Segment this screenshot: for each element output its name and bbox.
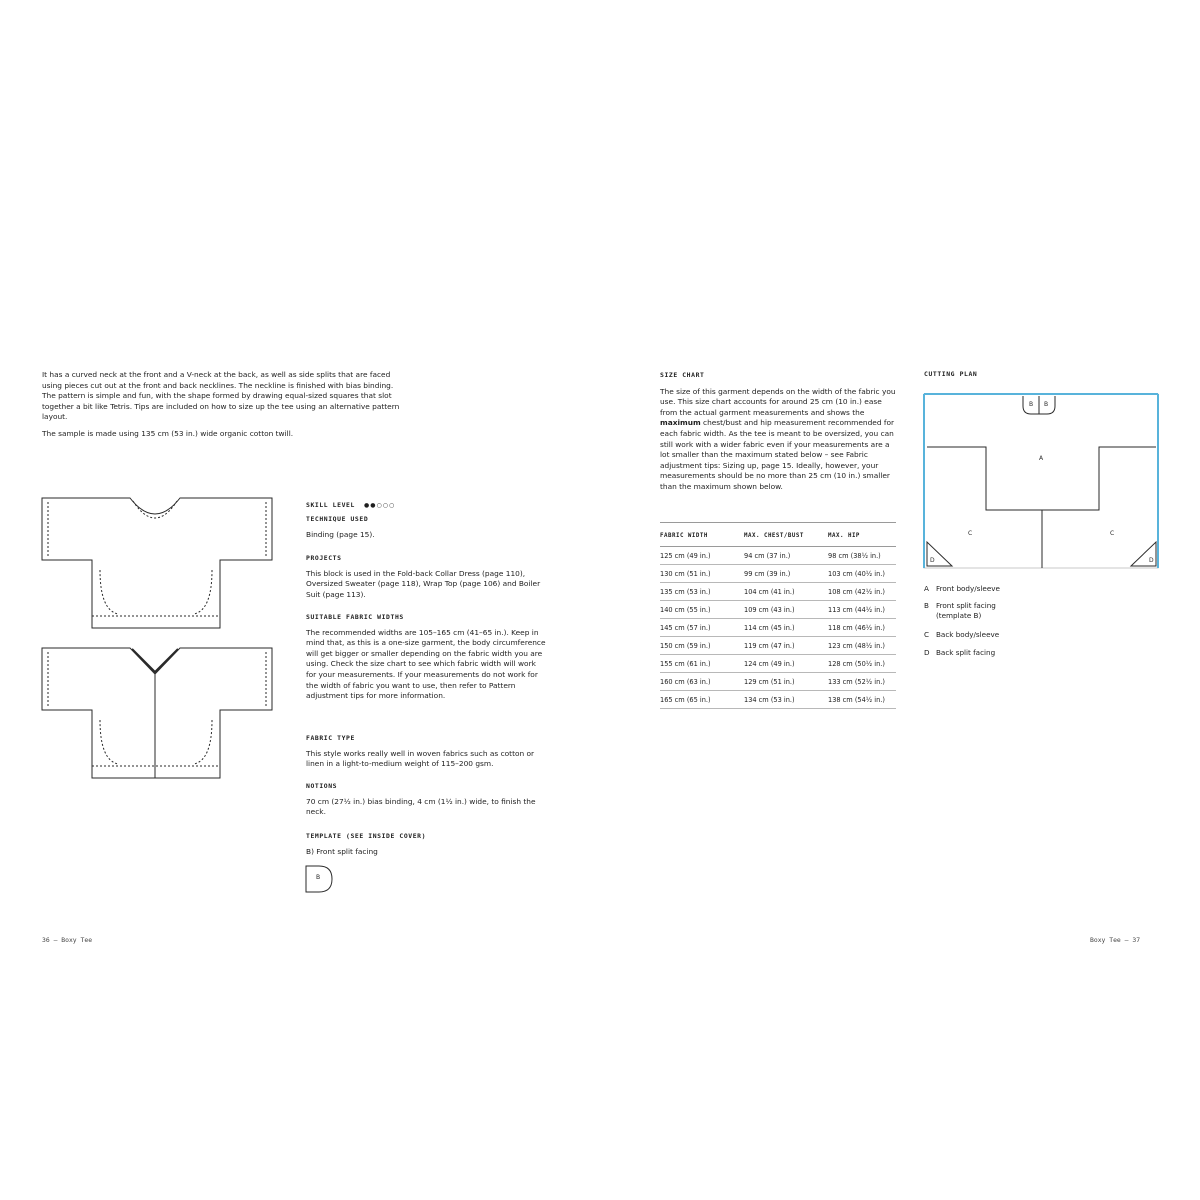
right-folio-dash: — <box>1124 936 1133 944</box>
max-hip-cell: 103 cm (40½ in.) <box>828 565 896 583</box>
fabric-width-cell: 160 cm (63 in.) <box>660 673 744 691</box>
projects-section <box>306 553 546 600</box>
size-chart-row <box>660 637 896 655</box>
size-chart-table <box>660 531 896 709</box>
fabric-width-cell: 140 cm (55 in.) <box>660 601 744 619</box>
left-folio <box>42 936 92 944</box>
piece-label-b2: B <box>1044 401 1049 408</box>
piece-label-c1: C <box>968 530 973 537</box>
fabric-type-text: This style works really well in woven fabrics such as cotton or linen in a light-to-medium weight of 115–200 gsm. <box>306 748 535 769</box>
cutting-plan-diagram <box>922 392 1162 572</box>
back-view-outline <box>42 648 272 778</box>
legend-key-a: A <box>924 584 929 593</box>
piece-label-b1: B <box>1029 401 1034 408</box>
front-view-outline <box>42 498 272 628</box>
intro-text <box>42 370 402 440</box>
left-page-number: 36 <box>42 936 50 944</box>
piece-label-a: A <box>1039 455 1044 462</box>
max-chest-cell: 99 cm (39 in.) <box>744 565 828 583</box>
size-chart-row <box>660 601 896 619</box>
left-folio-title: Boxy Tee <box>61 936 93 944</box>
size-chart-text-after: chest/bust and hip measurement recommended for each fabric width. As the tee is meant to be oversized, you can still work with a wider fabric even if your measurements are a lot smaller than the maximum stated below – see Fabric adjustment tips: Sizing up, page 15. Ideally, however, your measurements should be no more than 25 cm (10 in.) smaller than the maximum shown below. <box>660 418 895 491</box>
technique-heading: TECHNIQUE USED <box>306 515 369 523</box>
max-hip-cell: 123 cm (48½ in.) <box>828 637 896 655</box>
size-chart-section <box>660 370 896 493</box>
garment-illustrations <box>40 488 280 788</box>
left-folio-dash: — <box>53 936 62 944</box>
fabric-type-section <box>306 733 546 770</box>
size-chart-row <box>660 547 896 565</box>
legend-item-c <box>924 630 999 640</box>
projects-text: This block is used in the Fold-back Collar Dress (page 110), Oversized Sweater (page 118), Wrap Top (page 106) and Boiler Suit (page 113). <box>306 568 541 599</box>
template-text: B) Front split facing <box>306 846 378 856</box>
max-chest-cell: 94 cm (37 in.) <box>744 547 828 565</box>
size-chart-row <box>660 565 896 583</box>
max-hip-cell: 138 cm (54½ in.) <box>828 691 896 709</box>
fabric-width-cell: 165 cm (65 in.) <box>660 691 744 709</box>
template-b-label: B <box>316 874 321 881</box>
notions-text: 70 cm (27½ in.) bias binding, 4 cm (1½ in.) wide, to finish the neck. <box>306 796 536 817</box>
fabric-width-cell: 145 cm (57 in.) <box>660 619 744 637</box>
piece-label-d1: D <box>930 557 935 564</box>
max-hip-cell: 108 cm (42½ in.) <box>828 583 896 601</box>
front-view-stitching <box>48 501 266 616</box>
projects-heading: PROJECTS <box>306 554 342 562</box>
max-chest-cell: 134 cm (53 in.) <box>744 691 828 709</box>
legend-key-b: B <box>924 601 929 610</box>
max-chest-cell: 114 cm (45 in.) <box>744 619 828 637</box>
fabric-width-cell: 150 cm (59 in.) <box>660 637 744 655</box>
template-section <box>306 831 546 857</box>
fabric-width-cell: 155 cm (61 in.) <box>660 655 744 673</box>
piece-label-d2: D <box>1149 557 1154 564</box>
right-folio-title: Boxy Tee <box>1090 936 1121 944</box>
size-chart-header-row <box>660 531 896 547</box>
max-hip-cell: 113 cm (44½ in.) <box>828 601 896 619</box>
size-chart-row <box>660 583 896 601</box>
max-hip-cell: 133 cm (52½ in.) <box>828 673 896 691</box>
legend-item-b <box>924 601 1014 621</box>
size-chart-heading: SIZE CHART <box>660 371 705 379</box>
column-header-max-chest: MAX. CHEST/BUST <box>744 531 828 547</box>
max-chest-cell: 104 cm (41 in.) <box>744 583 828 601</box>
right-folio <box>1090 936 1140 944</box>
piece-label-c2: C <box>1110 530 1115 537</box>
intro-sample-note: The sample is made using 135 cm (53 in.) wide organic cotton twill. <box>42 428 294 438</box>
right-page-number: 37 <box>1132 936 1141 944</box>
legend-item-a <box>924 584 1000 594</box>
technique-section <box>306 514 546 540</box>
max-hip-cell: 98 cm (38½ in.) <box>828 547 896 565</box>
max-hip-cell: 128 cm (50½ in.) <box>828 655 896 673</box>
back-v-neck-binding <box>132 649 178 672</box>
fabric-widths-text: The recommended widths are 105–165 cm (41–65 in.). Keep in mind that, as this is a one-size garment, the body circumference will get bigger or smaller depending on the fabric width you are using. Check the size chart to see which fabric width will work for your measurements. If your measurements do not work for the width of fabric you want to use, then refer to Pattern adjustment tips for more information. <box>306 627 546 701</box>
legend-key-d: D <box>924 648 930 657</box>
template-heading: TEMPLATE (SEE INSIDE COVER) <box>306 832 427 840</box>
fabric-widths-heading: SUITABLE FABRIC WIDTHS <box>306 613 404 621</box>
fabric-width-cell: 125 cm (49 in.) <box>660 547 744 565</box>
size-chart-rows <box>660 547 896 709</box>
size-chart-text-before: The size of this garment depends on the width of the fabric you use. This size chart accounts for around 25 cm (10 in.) ease from the actual garment measurements and shows the <box>660 386 896 417</box>
max-chest-cell: 109 cm (43 in.) <box>744 601 828 619</box>
intro-paragraph: It has a curved neck at the front and a V-neck at the back, as well as side splits that are faced using pieces cut out at the front and back necklines. The neckline is finished with bias binding. The pattern is simple and fun, with the shape formed by drawing equal-sized squares that slot together a bit like Tetris. Tips are included on how to size up the tee using an alternative pattern layout. <box>42 370 400 422</box>
legend-text-c: Back body/sleeve <box>936 630 1000 639</box>
notions-section <box>306 781 546 818</box>
fabric-width-cell: 130 cm (51 in.) <box>660 565 744 583</box>
max-chest-cell: 124 cm (49 in.) <box>744 655 828 673</box>
legend-key-c: C <box>924 630 930 639</box>
cutting-plan-heading: CUTTING PLAN <box>924 370 978 378</box>
size-chart-text <box>660 387 896 493</box>
fabric-type-heading: FABRIC TYPE <box>306 734 355 742</box>
legend-text-a: Front body/sleeve <box>936 584 1000 593</box>
skill-level <box>306 492 546 511</box>
fabric-widths-section <box>306 612 546 702</box>
size-chart-text-emphasis: maximum <box>660 418 701 428</box>
legend-text-d: Back split facing <box>936 648 996 657</box>
column-header-fabric-width: FABRIC WIDTH <box>660 531 744 547</box>
template-b-shape <box>305 865 333 893</box>
size-chart-row <box>660 655 896 673</box>
column-header-max-hip: MAX. HIP <box>828 531 896 547</box>
max-chest-cell: 119 cm (47 in.) <box>744 637 828 655</box>
max-chest-cell: 129 cm (51 in.) <box>744 673 828 691</box>
notions-heading: NOTIONS <box>306 782 338 790</box>
fabric-width-cell: 135 cm (53 in.) <box>660 583 744 601</box>
size-chart-row <box>660 619 896 637</box>
skill-level-label: SKILL LEVEL <box>306 501 355 509</box>
size-chart-top-rule <box>660 522 896 523</box>
technique-text: Binding (page 15). <box>306 529 375 539</box>
fabric-outline <box>924 394 1158 568</box>
size-chart-row <box>660 673 896 691</box>
legend-text-b: Front split facing (template B) <box>936 601 996 620</box>
skill-level-dots: ●●○○○ <box>364 502 396 509</box>
legend-item-d <box>924 648 995 658</box>
size-chart-row <box>660 691 896 709</box>
max-hip-cell: 118 cm (46½ in.) <box>828 619 896 637</box>
